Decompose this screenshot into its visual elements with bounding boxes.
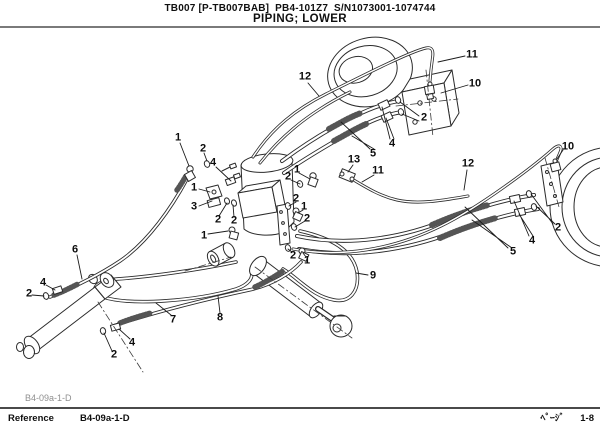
- callout-10: 10: [468, 77, 482, 90]
- callout-4: 4: [388, 137, 396, 150]
- pipe-11-tube: [352, 179, 468, 202]
- callout-2: 2: [199, 142, 207, 155]
- callout-2: 2: [25, 287, 33, 300]
- callout-4: 4: [209, 156, 217, 169]
- callout-7: 7: [169, 313, 177, 326]
- page-number: 1-8: [580, 413, 594, 424]
- drawing-ref-code: B4-09a-1-D: [25, 393, 72, 403]
- callout-12: 12: [461, 157, 475, 170]
- callout-1: 1: [174, 131, 182, 144]
- callout-12: 12: [298, 70, 312, 83]
- callout-10: 10: [561, 140, 575, 153]
- callout-4: 4: [128, 336, 136, 349]
- callout-2: 2: [554, 221, 562, 234]
- callout-1: 1: [200, 229, 208, 242]
- callout-2: 2: [292, 192, 300, 205]
- page-footer: [8, 410, 594, 424]
- callout-2: 2: [214, 213, 222, 226]
- callout-1: 1: [293, 163, 301, 176]
- callout-1: 1: [190, 181, 198, 194]
- blade-cylinder: [17, 270, 122, 358]
- callout-2: 2: [284, 170, 292, 183]
- reference-value: B4-09a-1-D: [79, 413, 130, 424]
- page-title: PIPING; LOWER: [252, 13, 347, 25]
- footer-divider: [0, 407, 600, 409]
- callout-2: 2: [230, 214, 238, 227]
- callout-6: 6: [71, 243, 79, 256]
- callout-2: 2: [420, 111, 428, 124]
- callout-1: 1: [303, 254, 311, 267]
- callout-5: 5: [509, 245, 517, 258]
- callout-8: 8: [216, 311, 224, 324]
- page-label: ﾍﾟｰｼﾞ: [540, 413, 565, 424]
- callout-1: 1: [300, 200, 308, 213]
- callout-11: 11: [372, 164, 384, 177]
- callout-2: 2: [289, 249, 297, 262]
- callout-11: 11: [466, 48, 478, 61]
- reference-label: Reference: [8, 413, 54, 424]
- callout-3: 3: [190, 200, 198, 213]
- callout-9: 9: [369, 269, 377, 282]
- callout-5: 5: [369, 147, 377, 160]
- model-serial-line: TB007 [P-TB007BAB] PB4-101Z7 S/N1073001-1074744: [164, 3, 436, 14]
- callout-4: 4: [528, 234, 536, 247]
- callout-2: 2: [110, 348, 118, 361]
- callout-13: 13: [347, 153, 361, 166]
- callout-2: 2: [303, 212, 311, 225]
- callout-4: 4: [39, 276, 47, 289]
